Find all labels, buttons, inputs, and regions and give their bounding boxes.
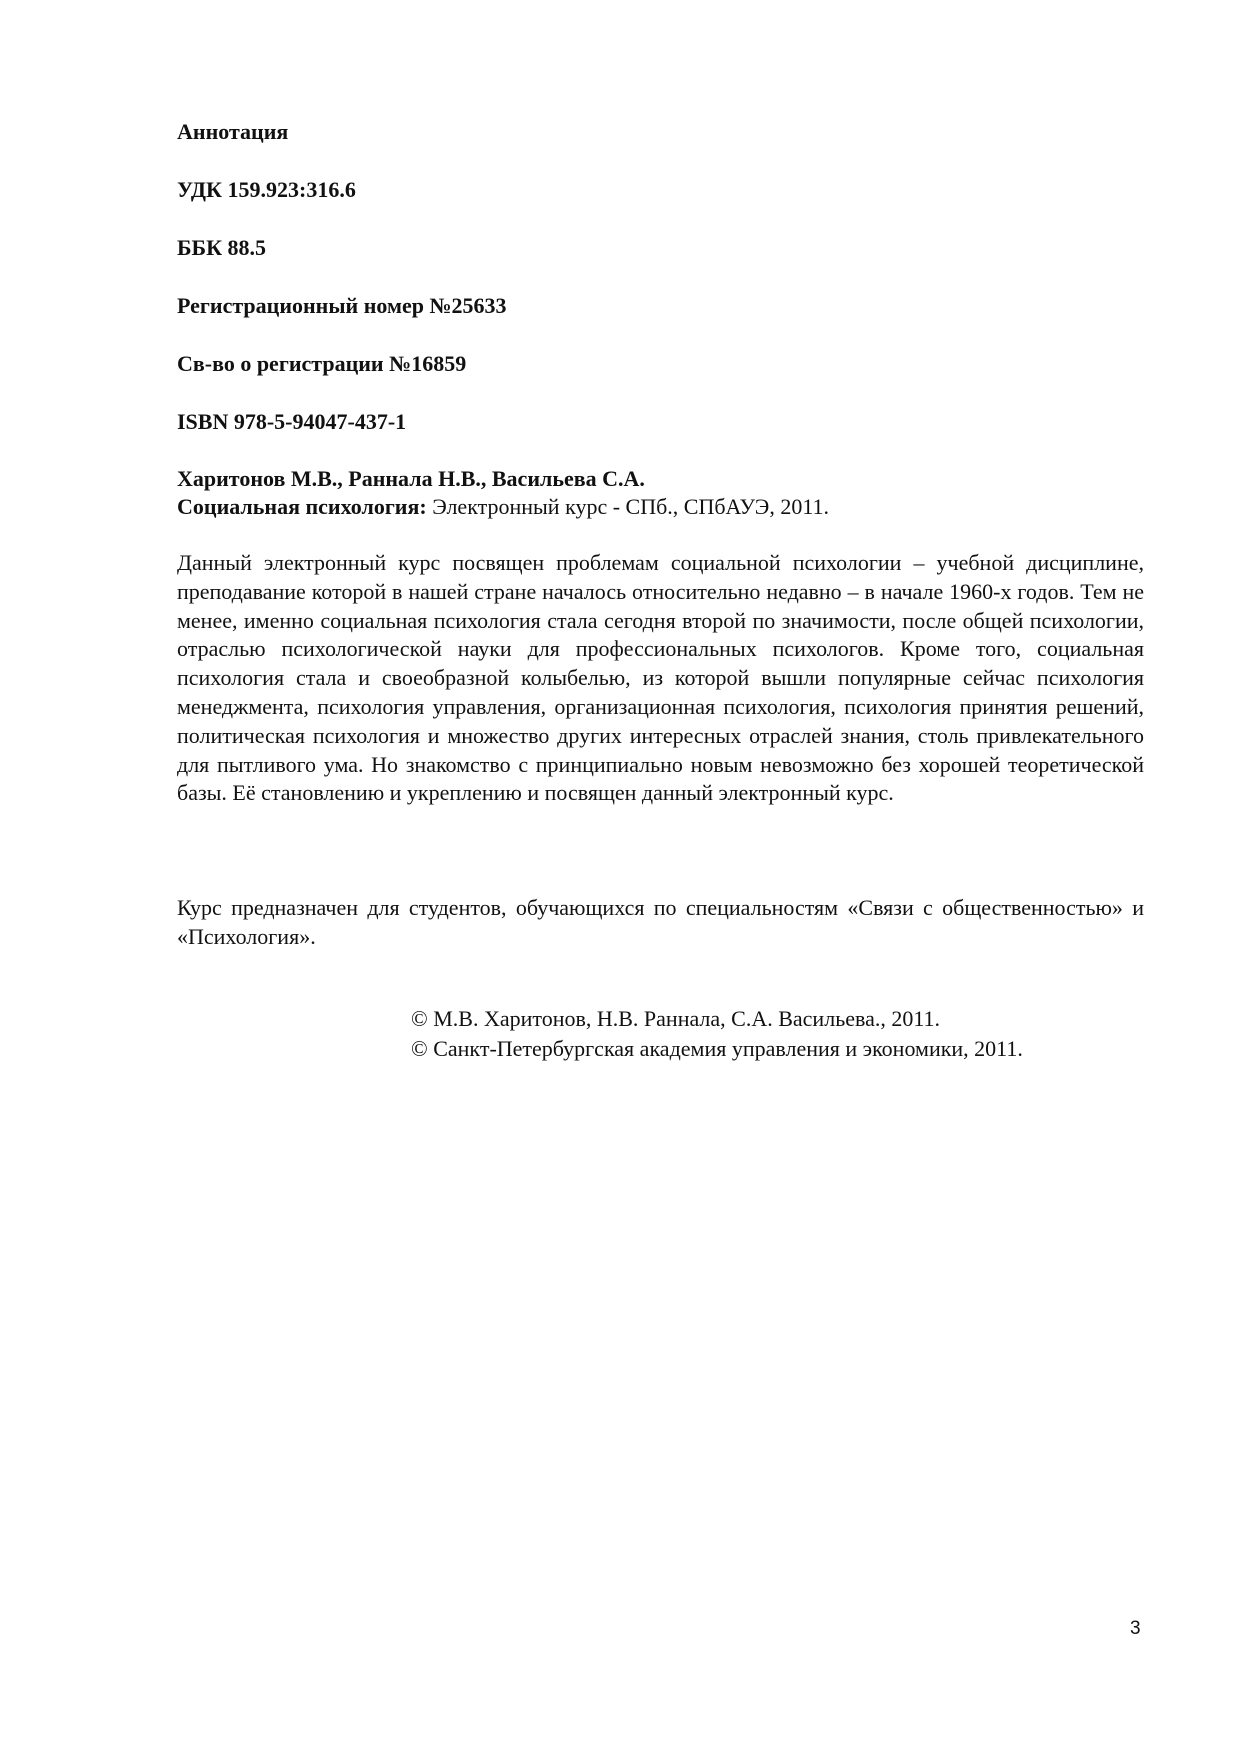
copyright-block xyxy=(411,1004,1023,1064)
title-line xyxy=(177,493,829,521)
course-title: Социальная психология: xyxy=(177,494,427,519)
page-number: 3 xyxy=(1130,1618,1141,1639)
audience-paragraph: Курс предназначен для студентов, обучающихся по специальностям «Связи с общественностью» и «Психология». xyxy=(177,895,1144,949)
registration-number: Регистрационный номер №25633 xyxy=(177,293,507,318)
bibliographic-reference xyxy=(177,465,829,521)
annotation-heading: Аннотация xyxy=(177,119,289,144)
udk-code: УДК 159.923:316.6 xyxy=(177,177,356,202)
description-paragraph: Данный электронный курс посвящен проблемам социальной психологии – учебной дисциплине, преподавание которой в нашей стране началось относительно недавно – в начале 1960-х годов. Тем не менее, именно социальная психология стала сегодня второй по значимости, после общей психологии, отраслью психологической науки для профессиональных психологов. Кроме того, социальная психология стала и своеобразной колыбелью, из которой вышли популярные сейчас психология менеджмента, психология управления, организационная психология, психология принятия решений, политическая психология и множество других интересных отраслей знания, столь привлекательного для пытливого ума. Но знакомство с принципиально новым невозможно без хорошей теоретической базы. Её становлению и укреплению и посвящен данный электронный курс. xyxy=(177,550,1144,806)
registration-certificate: Св-во о регистрации №16859 xyxy=(177,351,467,376)
publication-details: Электронный курс - СПб., СПбАУЭ, 2011. xyxy=(426,494,830,519)
isbn: ISBN 978-5-94047-437-1 xyxy=(177,409,407,434)
authors: Харитонов М.В., Раннала Н.В., Васильева С.А. xyxy=(177,466,645,491)
copyright-authors: © М.В. Харитонов, Н.В. Раннала, С.А. Васильева., 2011. xyxy=(411,1006,941,1031)
copyright-academy: © Санкт-Петербургская академия управления и экономики, 2011. xyxy=(411,1036,1023,1061)
bbk-code: ББК 88.5 xyxy=(177,235,267,260)
